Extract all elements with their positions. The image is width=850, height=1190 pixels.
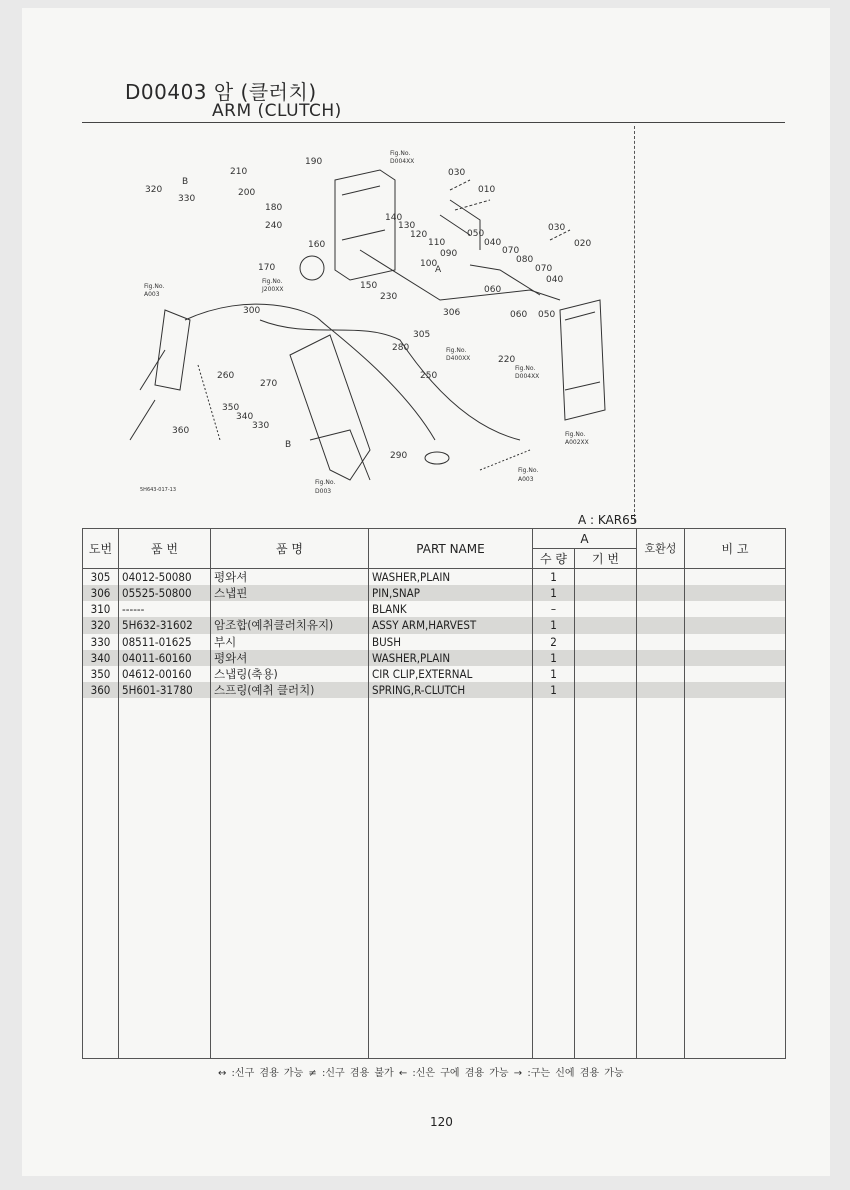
diagram-label: J200XX <box>262 286 284 293</box>
table-row <box>83 569 786 586</box>
table-row <box>83 585 786 601</box>
row-part-no: 05525-50800 <box>119 585 211 601</box>
diagram-divider <box>634 126 635 522</box>
diagram-label: 030 <box>448 168 466 178</box>
diagram-label: 040 <box>484 238 502 248</box>
row-part-no: 5H601-31780 <box>119 682 211 698</box>
diagram-label: 030 <box>548 223 566 233</box>
row-name-ko <box>211 601 369 617</box>
diagram-label: 260 <box>217 371 235 381</box>
table-row <box>83 617 786 633</box>
diagram-label: 360 <box>172 426 190 436</box>
stand <box>290 335 370 480</box>
row-no: 310 <box>83 601 119 617</box>
col-header-part-no: 품 번 <box>119 529 211 569</box>
diagram-label: 300 <box>243 306 261 316</box>
table-row <box>83 650 786 666</box>
row-part-name: BLANK <box>369 601 533 617</box>
diagram-label: Fig.No. <box>518 467 539 474</box>
row-part-name: SPRING,R-CLUTCH <box>369 682 533 698</box>
page-title-en: ARM (CLUTCH) <box>212 101 342 121</box>
diagram-label: 060 <box>484 285 502 295</box>
row-no: 305 <box>83 569 119 586</box>
row-qty: 1 <box>533 682 575 698</box>
diagram-label: 040 <box>546 275 564 285</box>
diagram-label: 050 <box>538 310 556 320</box>
table-row <box>83 634 786 650</box>
diagram-label: 130 <box>398 221 416 231</box>
diagram-label: 330 <box>252 421 270 431</box>
diagram-label: 080 <box>516 255 534 265</box>
page-number: 120 <box>430 1115 453 1129</box>
diagram-footnote: 5H643-017-13 <box>140 487 176 493</box>
row-no: 360 <box>83 682 119 698</box>
row-part-no: 08511-01625 <box>119 634 211 650</box>
diagram-label: B <box>182 177 189 187</box>
diagram-label: 240 <box>265 221 283 231</box>
row-qty: 1 <box>533 585 575 601</box>
row-part-no: 04012-50080 <box>119 569 211 586</box>
diagram-label: D003 <box>315 488 332 495</box>
diagram-label: Fig.No. <box>144 283 165 290</box>
table-row <box>83 601 786 617</box>
col-header-group-a: A <box>533 529 637 549</box>
diagram-label: 180 <box>265 203 283 213</box>
table-filler-row <box>83 698 786 1058</box>
page-title-code: D00403 암 (클러치) <box>125 80 317 104</box>
diagram-label: 350 <box>222 403 240 413</box>
row-qty: 1 <box>533 617 575 633</box>
row-part-name: WASHER,PLAIN <box>369 569 533 586</box>
diagram-label: 140 <box>385 213 403 223</box>
diagram-label: 010 <box>478 185 496 195</box>
row-qty: – <box>533 601 575 617</box>
row-name-ko: 암조합(예취클러치유지) <box>211 617 369 633</box>
row-name-ko: 스프링(예취 클러치) <box>211 682 369 698</box>
parts-table <box>82 528 786 1059</box>
diagram-label: Fig.No. <box>446 347 467 354</box>
diagram-label: D400XX <box>446 355 471 362</box>
title-rule <box>82 122 785 123</box>
diagram-label: 150 <box>360 281 378 291</box>
diagram-label: 050 <box>467 229 485 239</box>
diagram-label: D004XX <box>515 373 540 380</box>
diagram-label: 210 <box>230 167 248 177</box>
diagram-label: 060 <box>510 310 528 320</box>
row-part-name: BUSH <box>369 634 533 650</box>
row-part-name: CIR CLIP,EXTERNAL <box>369 666 533 682</box>
diagram-label: 200 <box>238 188 256 198</box>
row-no: 320 <box>83 617 119 633</box>
diagram-label: 330 <box>178 194 196 204</box>
col-header-no: 도번 <box>83 529 119 569</box>
row-name-ko: 평와셔 <box>211 650 369 666</box>
model-code: A : KAR65 <box>578 513 638 527</box>
bracket-plate <box>335 170 395 280</box>
row-name-ko: 스냅링(축용) <box>211 666 369 682</box>
row-no: 306 <box>83 585 119 601</box>
diagram-label: 305 <box>413 330 431 340</box>
diagram-label: 110 <box>428 238 446 248</box>
row-part-name: ASSY ARM,HARVEST <box>369 617 533 633</box>
row-qty: 2 <box>533 634 575 650</box>
diagram-label: 020 <box>574 239 592 249</box>
diagram-label: 070 <box>502 246 520 256</box>
disk-part <box>300 256 324 280</box>
row-qty: 1 <box>533 569 575 586</box>
diagram-label: 090 <box>440 249 458 259</box>
diagram-label: 340 <box>236 412 254 422</box>
row-part-no: 5H632-31602 <box>119 617 211 633</box>
row-part-no: ------ <box>119 601 211 617</box>
diagram-label: A <box>435 265 442 275</box>
row-name-ko: 부시 <box>211 634 369 650</box>
diagram-label: 306 <box>443 308 461 318</box>
row-name-ko: 스냅핀 <box>211 585 369 601</box>
row-no: 330 <box>83 634 119 650</box>
table-row <box>83 666 786 682</box>
col-header-compat: 호환성 <box>637 529 685 569</box>
diagram-label: 320 <box>145 185 163 195</box>
col-header-base: 기 번 <box>575 549 637 569</box>
diagram-label: A002XX <box>565 439 589 446</box>
row-name-ko: 평와셔 <box>211 569 369 586</box>
row-part-name: WASHER,PLAIN <box>369 650 533 666</box>
diagram-label: A003 <box>144 291 160 298</box>
diagram-label: Fig.No. <box>315 479 336 486</box>
diagram-label: 120 <box>410 230 428 240</box>
diagram-label: 280 <box>392 343 410 353</box>
row-part-no: 04612-00160 <box>119 666 211 682</box>
col-header-name-ko: 품 명 <box>211 529 369 569</box>
diagram-label: 070 <box>535 264 553 274</box>
diagram-label: 160 <box>308 240 326 250</box>
table-row <box>83 682 786 698</box>
diagram-label: 100 <box>420 259 438 269</box>
row-qty: 1 <box>533 650 575 666</box>
diagram-label: A003 <box>518 476 534 483</box>
exploded-parts-diagram <box>110 140 620 510</box>
left-arm <box>155 310 190 390</box>
diagram-label: Fig.No. <box>390 150 411 157</box>
diagram-label: Fig.No. <box>262 278 283 285</box>
diagram-label: 230 <box>380 292 398 302</box>
diagram-label: 290 <box>390 451 408 461</box>
col-header-qty: 수 량 <box>533 549 575 569</box>
diagram-label: Fig.No. <box>515 365 536 372</box>
row-part-name: PIN,SNAP <box>369 585 533 601</box>
row-qty: 1 <box>533 666 575 682</box>
diagram-label: 250 <box>420 371 438 381</box>
row-no: 350 <box>83 666 119 682</box>
diagram-label: D004XX <box>390 158 415 165</box>
diagram-label: 190 <box>305 157 323 167</box>
diagram-label: Fig.No. <box>565 431 586 438</box>
diagram-label: 170 <box>258 263 276 273</box>
diagram-label: 220 <box>498 355 516 365</box>
compatibility-legend: ↔ :신구 겸용 가능 ≠ :신구 겸용 불가 ← :신은 구에 겸용 가능 → :구는 신에 겸용 가능 <box>218 1068 624 1079</box>
diagram-label: 270 <box>260 379 278 389</box>
clamp-part <box>425 452 449 464</box>
right-frame <box>560 300 605 420</box>
row-part-no: 04011-60160 <box>119 650 211 666</box>
col-header-part-name: PART NAME <box>369 529 533 569</box>
diagram-label: B <box>285 440 292 450</box>
col-header-remarks: 비 고 <box>685 529 786 569</box>
row-no: 340 <box>83 650 119 666</box>
